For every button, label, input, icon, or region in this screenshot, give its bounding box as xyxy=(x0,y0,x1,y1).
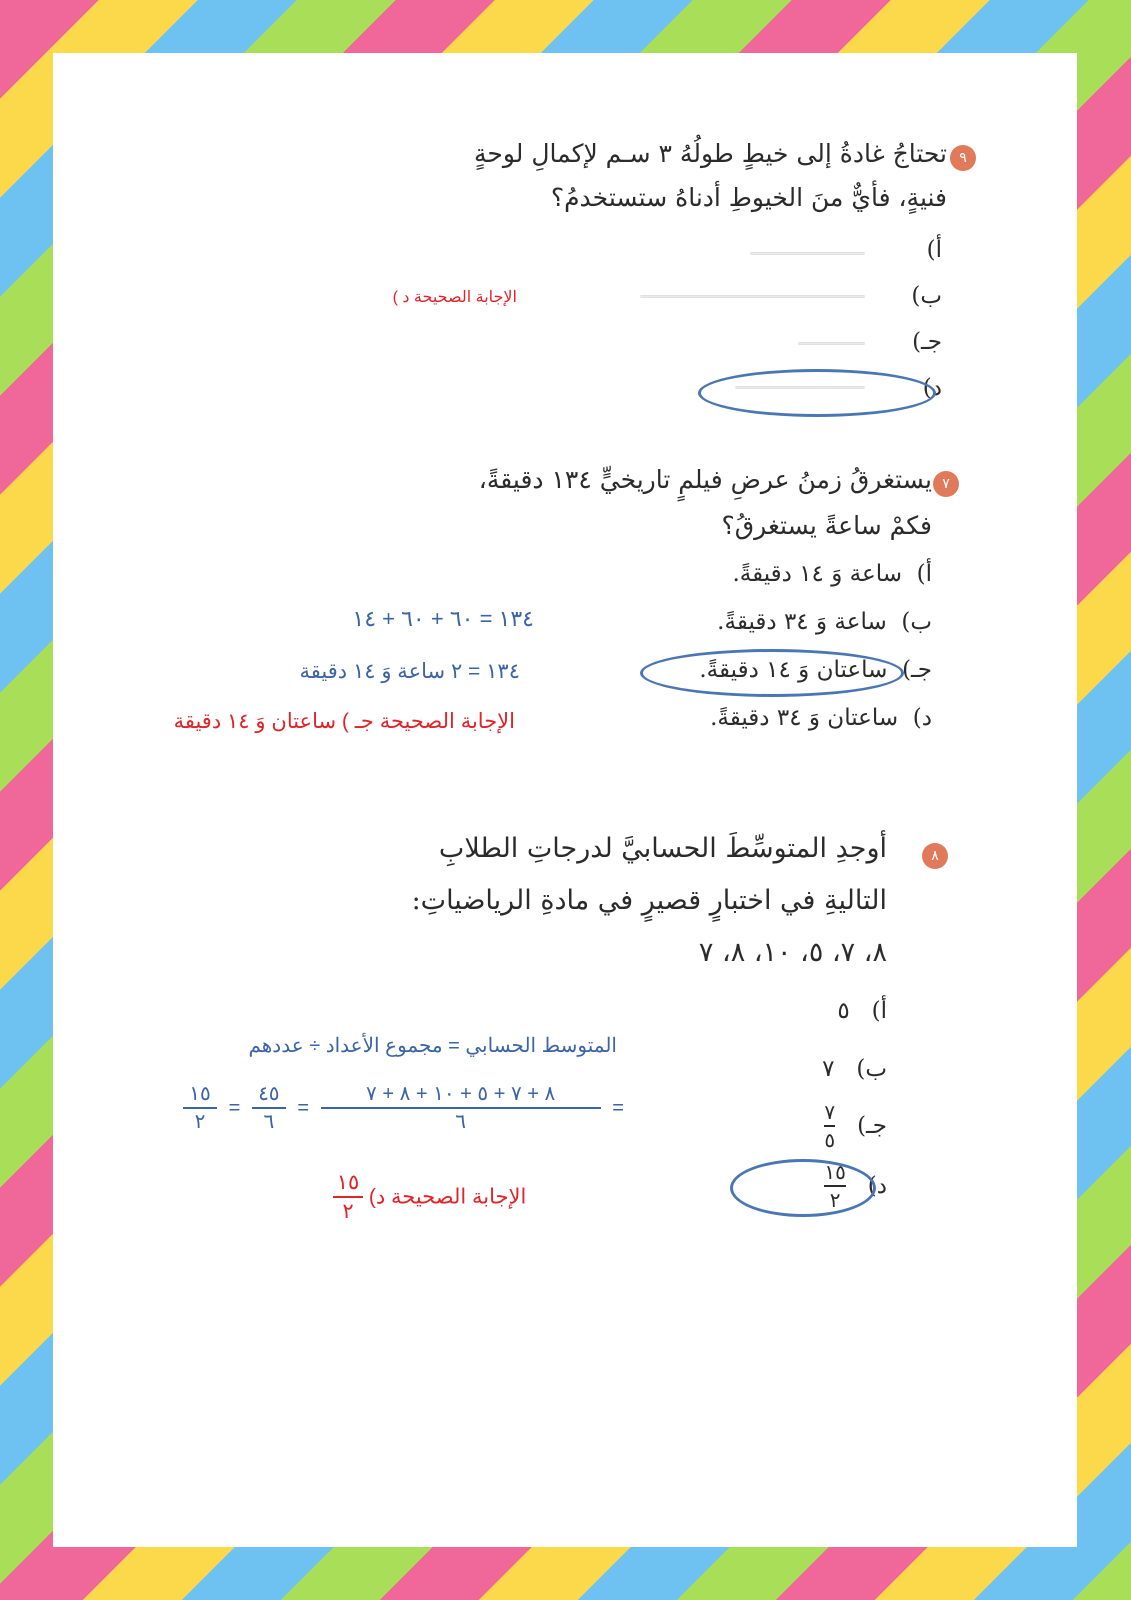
option-letter: جـ) xyxy=(857,1113,887,1139)
question-text: يستغرقُ زمنُ عرضِ فيلمٍ تاريخيٍّ ١٣٤ دقيقةً، xyxy=(478,465,932,494)
option-letter: أ) xyxy=(916,561,932,587)
question-text: أوجدِ المتوسِّطَ الحسابيَّ لدرجاتِ الطلابِ xyxy=(438,833,887,864)
option-row xyxy=(732,561,932,587)
answer-circle xyxy=(698,369,936,417)
answer-circle xyxy=(640,649,904,697)
answer-circle xyxy=(730,1159,876,1217)
option-text: ساعتان وَ ٣٤ دقيقةً. xyxy=(710,705,899,731)
option-letter: د) xyxy=(912,705,932,731)
question-number-badge: ٨ xyxy=(922,843,948,869)
fraction: $\frac{١٥}{٢}$ xyxy=(824,1160,846,1212)
option-row xyxy=(822,1056,887,1082)
option-label: جـ) xyxy=(912,329,942,355)
question-text: فكمْ ساعةً يستغرقُ؟ xyxy=(721,511,932,540)
option-letter: ب) xyxy=(901,609,932,635)
option-row xyxy=(717,609,932,635)
question-number-badge: ٧ xyxy=(933,471,959,497)
answer-note: $\frac{١٥}{٢}$ الإجابة الصحيحة د) xyxy=(333,1171,526,1223)
answer-note: الإجابة الصحيحة د ) xyxy=(392,289,517,306)
fraction: $\frac{٨ + ٧ + ٥ + ١٠ + ٨ + ٧}{٦}$ xyxy=(321,1083,601,1133)
option-letter: د) xyxy=(867,1173,887,1199)
thread-line xyxy=(640,295,865,298)
fraction: $\frac{١٥}{٢}$ xyxy=(183,1083,217,1133)
thread-line xyxy=(750,252,865,255)
question-text: التاليةِ في اختبارٍ قصيرٍ في مادةِ الرياضياتِ: xyxy=(411,885,887,916)
working-line: ١٣٤ = ٦٠ + ٦٠ + ١٤ xyxy=(352,606,534,631)
option-label: ب) xyxy=(911,283,942,309)
working-line: ١٣٤ = ٢ ساعة وَ ١٤ دقيقة xyxy=(299,660,520,683)
option-value: ٥ xyxy=(837,998,850,1024)
fraction: $\frac{٧}{٥}$ xyxy=(824,1100,836,1152)
option-text: ساعة وَ ١٤ دقيقةً. xyxy=(732,561,902,587)
option-row xyxy=(824,1101,887,1151)
question-number-badge: ٩ xyxy=(950,145,976,171)
option-row xyxy=(837,998,887,1024)
calculation: $\frac{١٥}{٢}$ = $\frac{٤٥}{٦}$ = $\frac{٨ + ٧ + ٥ + ١٠ + ٨ + ٧}{٦}$ = xyxy=(183,1083,630,1133)
option-text: ساعة وَ ٣٤ دقيقةً. xyxy=(717,609,887,635)
option-letter: أ) xyxy=(871,998,887,1024)
option-letter: جـ) xyxy=(902,657,932,683)
question-text: تحتاجُ غادةُ إلى خيطٍ طولُهُ ٣ سـم لإكمالِ لوحةٍ xyxy=(474,139,947,168)
option-letter: ب) xyxy=(856,1056,887,1082)
option-label: د) xyxy=(922,375,942,401)
option-row xyxy=(710,705,932,731)
formula-line: المتوسط الحسابي = مجموع الأعداد ÷ عددهم xyxy=(248,1035,617,1057)
thread-line xyxy=(798,342,865,345)
fraction: $\frac{١٥}{٢}$ xyxy=(333,1171,363,1223)
fraction: $\frac{٤٥}{٦}$ xyxy=(252,1083,286,1133)
option-text: ساعتان وَ ١٤ دقيقةً. xyxy=(699,657,888,683)
data-values: ٨، ٧، ٥، ١٠، ٨، ٧ xyxy=(698,937,887,968)
worksheet-page xyxy=(53,53,1077,1547)
option-label: أ) xyxy=(926,237,942,263)
question-text: فنيةٍ، فأيٌّ منَ الخيوطِ أدناهُ ستستخدمُ؟ xyxy=(550,183,947,212)
answer-note: الإجابة الصحيحة جـ ) ساعتان وَ ١٤ دقيقة xyxy=(173,710,515,733)
option-value: ٧ xyxy=(822,1056,835,1082)
